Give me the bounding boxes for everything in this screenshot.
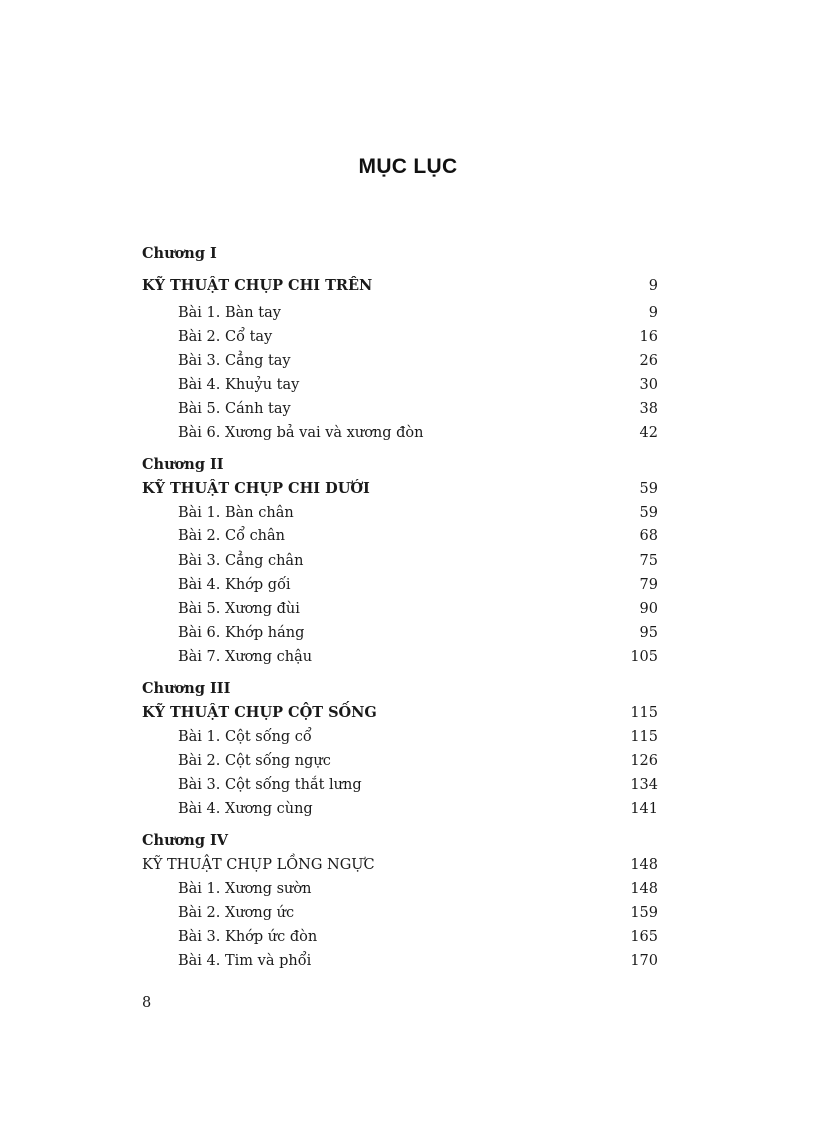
lesson-entry: Bài 3. Cẳng chân 75 xyxy=(142,550,658,572)
page-ref: 75 xyxy=(639,553,658,569)
lesson-entry: Bài 7. Xương chậu 105 xyxy=(142,646,658,668)
lesson-entry: Bài 2. Xương ức 159 xyxy=(142,902,658,924)
lesson-entry: Bài 4. Khuỷu tay 30 xyxy=(142,374,658,396)
page-ref: 68 xyxy=(639,528,658,544)
page-ref: 38 xyxy=(639,401,658,417)
page-ref: 59 xyxy=(639,481,658,497)
section-entry: KỸ THUẬT CHỤP CỘT SỐNG 115 xyxy=(142,702,658,724)
page-ref: 170 xyxy=(630,953,658,969)
lesson-entry: Bài 3. Cột sống thắt lưng 134 xyxy=(142,774,658,796)
page-ref: 141 xyxy=(630,801,658,817)
page-ref: 105 xyxy=(630,649,658,665)
lesson-entry: Bài 4. Khớp gối 79 xyxy=(142,574,658,596)
page-ref: 90 xyxy=(639,601,658,617)
section-entry: KỸ THUẬT CHỤP LỒNG NGỰC 148 xyxy=(142,854,658,876)
lesson-entry: Bài 1. Bàn chân 59 xyxy=(142,502,658,524)
chapter-label: Chương IV xyxy=(142,832,229,849)
page-ref: 148 xyxy=(630,881,658,897)
lesson-entry: Bài 5. Cánh tay 38 xyxy=(142,398,658,420)
lesson-entry: Bài 6. Khớp háng 95 xyxy=(142,622,658,644)
lesson-entry: Bài 2. Cổ tay 16 xyxy=(142,326,658,348)
section-entry: KỸ THUẬT CHỤP CHI DƯỚI 59 xyxy=(142,478,658,500)
page-ref: 26 xyxy=(639,353,658,369)
section-entry: KỸ THUẬT CHỤP CHI TRÊN 9 xyxy=(142,275,658,297)
lesson-entry: Bài 1. Cột sống cổ 115 xyxy=(142,726,658,748)
lesson-entry: Bài 4. Xương cùng 141 xyxy=(142,798,658,820)
page-ref: 126 xyxy=(630,753,658,769)
lesson-entry: Bài 6. Xương bả vai và xương đòn 42 xyxy=(142,422,658,444)
lesson-entry: Bài 4. Tim và phổi 170 xyxy=(142,950,658,972)
page-ref: 95 xyxy=(639,625,658,641)
chapter-label: Chương III xyxy=(142,680,231,697)
chapter-label: Chương II xyxy=(142,456,224,473)
lesson-entry: Bài 2. Cổ chân 68 xyxy=(142,525,658,547)
page-ref: 134 xyxy=(630,777,658,793)
chapter-label: Chương I xyxy=(142,245,217,262)
page-ref: 115 xyxy=(630,729,658,745)
lesson-entry: Bài 3. Khớp ức đòn 165 xyxy=(142,926,658,948)
lesson-entry: Bài 2. Cột sống ngực 126 xyxy=(142,750,658,772)
page-ref: 165 xyxy=(630,929,658,945)
page-ref: 115 xyxy=(630,705,658,721)
page-title: MỤC LỤC xyxy=(358,155,458,178)
page-ref: 148 xyxy=(630,857,658,873)
lesson-entry: Bài 5. Xương đùi 90 xyxy=(142,598,658,620)
lesson-entry: Bài 1. Bàn tay 9 xyxy=(142,302,658,324)
page-ref: 42 xyxy=(639,425,658,441)
page-ref: 16 xyxy=(639,329,658,345)
lesson-entry: Bài 3. Cẳng tay 26 xyxy=(142,350,658,372)
page-ref: 9 xyxy=(648,305,658,321)
page-ref: 59 xyxy=(639,505,658,521)
page-ref: 159 xyxy=(630,905,658,921)
page-ref: 79 xyxy=(639,577,658,593)
page-number: 8 xyxy=(142,995,152,1011)
page-ref: 30 xyxy=(639,377,658,393)
page-ref: 9 xyxy=(648,278,658,294)
lesson-entry: Bài 1. Xương sườn 148 xyxy=(142,878,658,900)
